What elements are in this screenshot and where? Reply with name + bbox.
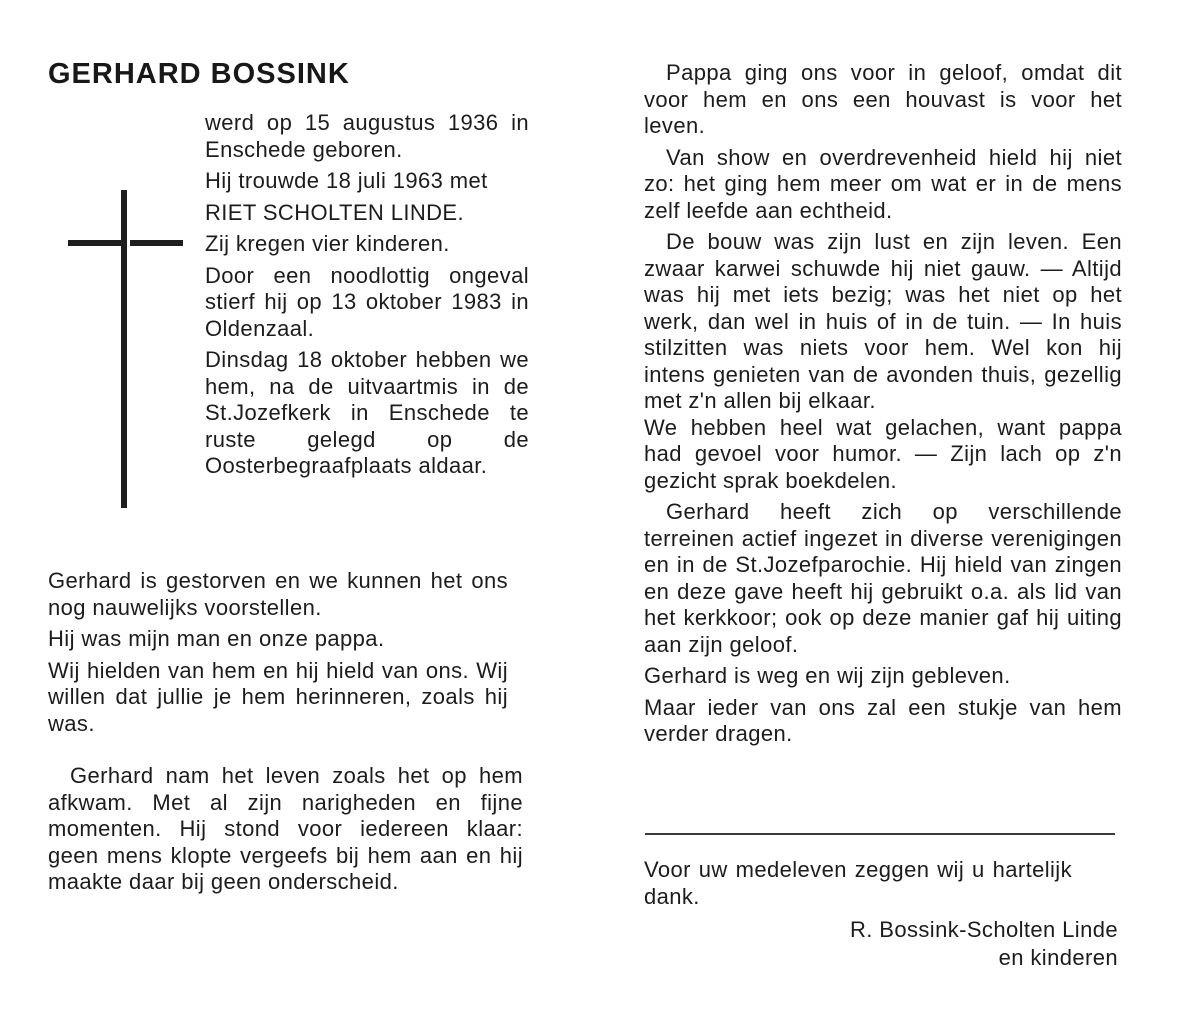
paragraph: Gerhard is weg en wij zijn gebleven. [644,663,1011,688]
cross-left-arm [68,240,124,246]
cross-right-arm [130,240,183,246]
deceased-name: GERHARD BOSSINK [48,58,350,90]
paragraph: Gerhard heeft zich op verschillende terreinen actief ingezet in diverse verenigingen en in de St.Jozefparochie. Hij hield van zingen en deze gave heeft hij gebruikt o.a. als lid van het kerkkoor; ook op deze manier gaf hij uiting aan zijn geloof. [644,499,1122,657]
left-column-remembrance [48,568,508,737]
marriage-text: Hij trouwde 18 juli 1963 met [205,168,488,193]
signature-name: R. Bossink-Scholten Linde [849,917,1118,942]
cross-vertical-bar [121,190,127,508]
paragraph: Hij was mijn man en onze pappa. [48,626,385,651]
signature-family: en kinderen [998,945,1118,970]
paragraph: Wij hielden van hem en hij hield van ons. Wij willen dat jullie je hem herinneren, zoals hij was. [48,657,508,736]
death-text: Door een noodlottig ongeval stierf hij op 13 oktober 1983 in Oldenzaal. [205,262,529,341]
left-column-character [48,763,523,896]
paragraph: Gerhard nam het leven zoals het op hem afkwam. Met al zijn narigheden en fijne momenten. Hij stond voor iedereen klaar: geen mens klopte vergeefs bij hem aan en hij maakte daar bij geen onderscheid. [48,763,523,894]
thanks-block [644,857,1072,910]
biography [205,110,529,480]
divider [645,833,1115,835]
thanks-text: Voor uw medeleven zeggen wij u hartelijk dank. [644,857,1072,909]
paragraph: We hebben heel wat gelachen, want pappa had gevoel voor humor. — Zijn lach op z'n gezicht sprak boekdelen. [644,414,1122,493]
children-text: Zij kregen vier kinderen. [205,231,450,256]
right-column [644,60,1122,748]
burial-text: Dinsdag 18 oktober hebben we hem, na de uitvaartmis in de St.Jozefkerk in Enschede te ruste gelegd op de Oosterbegraafplaats aldaar. [205,347,529,478]
paragraph: De bouw was zijn lust en zijn leven. Een zwaar karwei schuwde hij niet gauw. — Altijd was hij met iets bezig; was het niet op het werk, dan wel in huis of in de tuin. — In huis stilzitten was niets voor hem. Wel kon hij intens genieten van de avonden thuis, gezellig met z'n allen bij elkaar. [644,229,1122,413]
paragraph: Gerhard is gestorven en we kunnen het ons nog nauwelijks voorstellen. [48,568,508,620]
paragraph: Maar ieder van ons zal een stukje van hem verder dragen. [644,694,1122,746]
spouse-name: RIET SCHOLTEN LINDE. [205,199,465,225]
signature [780,916,1118,972]
birth-text: werd op 15 augustus 1936 in Enschede geboren. [205,110,529,162]
paragraph: Van show en overdrevenheid hield hij niet zo: het ging hem meer om wat er in de mens zelf leefde aan echtheid. [644,144,1122,223]
paragraph: Pappa ging ons voor in geloof, omdat dit voor hem en ons een houvast is voor het leven. [644,60,1122,138]
